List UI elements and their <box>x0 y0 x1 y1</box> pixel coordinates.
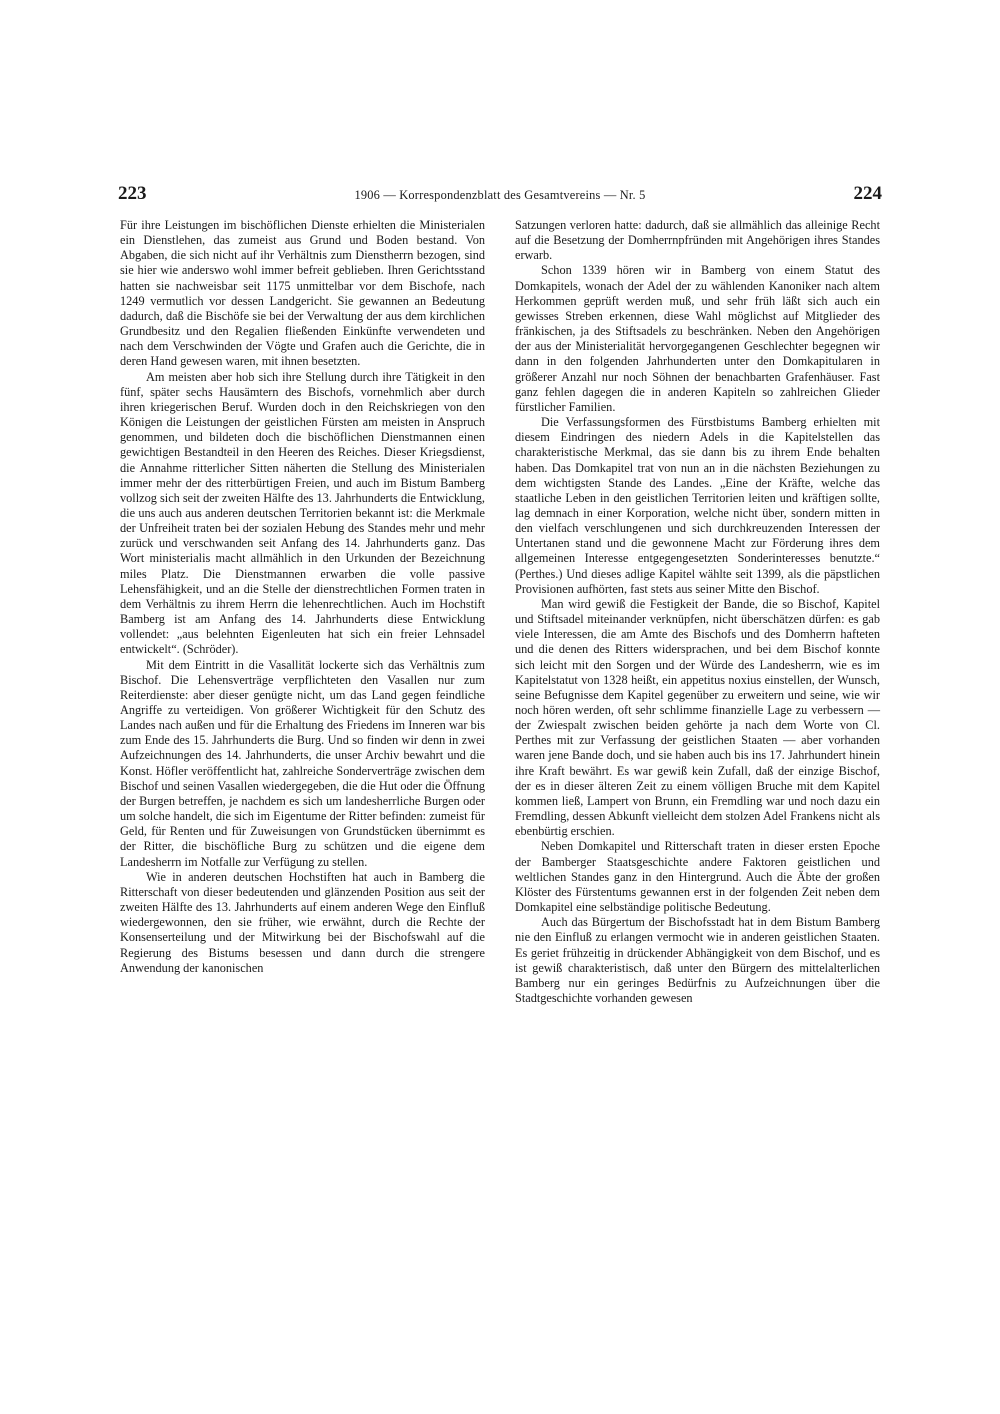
running-title: 1906 — Korrespondenzblatt des Gesamtvereins — Nr. 5 <box>354 188 646 202</box>
paragraph: Satzungen verloren hatte: dadurch, daß sie allmählich das alleinige Recht auf die Besetzung der Domherrnpfründen mit Angehörigen ihres Standes erwarb. <box>515 218 880 263</box>
left-column <box>120 218 485 976</box>
page-header <box>118 180 882 210</box>
right-column <box>515 218 880 1006</box>
paragraph: Auch das Bürgertum der Bischofsstadt hat in dem Bistum Bamberg nie den Einfluß zu erlangen vermocht wie in anderen geistlichen Staaten. Es geriet frühzeitig in drückender Abhängigkeit von dem Bischof, und es ist gewiß charakteristisch, daß unter den Bürgern des mittelalterlichen Bamberg nur ein geringes Bedürfnis zu Aufzeichnungen über die Stadtgeschichte vorhanden gewesen <box>515 915 880 1005</box>
paragraph: Für ihre Leistungen im bischöflichen Dienste erhielten die Ministerialen ein Dienstlehen, das zumeist aus Grund und Boden bestand. Von Abgaben, die sich nicht auf ihr Verhältnis zum Dienstherrn bezogen, sind sie hier wie anderswo wohl immer befreit geblieben. Ihren Gerichtsstand hatten sie nachweisbar seit 1175 unmittelbar vor dem Bischofe, nach 1249 vermutlich vor dessen Landgericht. Sie gewannen an Bedeutung dadurch, daß die Bischöfe sie bei der Verwaltung der aus dem kirchlichen Grundbesitz und den Regalien fließenden Einkünfte verwendeten und nach dem Verschwinden der Vögte und Grafen auch die Gerichte, die in deren Hand gewesen waren, mit ihnen besetzten. <box>120 218 485 369</box>
paragraph: Wie in anderen deutschen Hochstiften hat auch in Bamberg die Ritterschaft von dieser bedeutenden und glänzenden Position aus seit der zweiten Hälfte des 13. Jahrhunderts auf einem anderen Wege den Einfluß wiedergewonnen, den sie früher, wie erwähnt, durch die Rechte der Konsenserteilung und der Mitwirkung bei der Bischofswahl auf die Regierung des Bistums besessen und dann durch die strengere Anwendung der kanonischen <box>120 869 485 975</box>
paragraph: Mit dem Eintritt in die Vasallität lockerte sich das Verhältnis zum Bischof. Die Lehensverträge verpflichteten den Vasallen nur zum Reiterdienste: aber dieser genügte nicht, um das Land gegen feindliche Angriffe zu verteidigen. Von größerer Wichtigkeit für den Schutz des Landes nach außen und für die Erhaltung des Friedens im Inneren war bis zum Ende des 15. Jahrhunderts die Burg. Und so finden wir denn in zwei Aufzeichnungen des 14. Jahrhunderts, die unser Archiv bewahrt und die Konst. Höfler veröffentlicht hat, zahlreiche Sonderverträge zwischen dem Bischof und seinen Vasallen wiedergegeben, die die Hut oder die Öffnung der Burgen betreffen, je nachdem es sich um landesherrliche Burgen oder um solche handelt, die sich im Eigentume der Ritter befinden: zumeist für Geld, für Renten und für Zuweisungen von Grundstücken übernimmt es der Ritter, die bischöfliche Burg zu schützen und die eigene dem Landesherrn im Notfalle zur Verfügung zu stellen. <box>120 657 485 869</box>
paragraph: Schon 1339 hören wir in Bamberg von einem Statut des Domkapitels, wonach der Adel der zu wählenden Kanoniker nach altem Herkommen geprüft werden muß, und sehr früh läßt sich auch ein gewisses Streben erkennen, diese Wahl möglichst auf Mitglieder des fränkischen, ja des Stiftsadels zu beschränken. Neben den Angehörigen der aus der Ministerialität hervorgegangenen Geschlechter begegnen wir dann in den folgenden Jahrhunderten unter den Domkapitularen in größerer Anzahl nur noch Söhnen der benachbarten Grafenhäuser. Fast ganz fehlen dagegen die in anderen Kapiteln so zahlreichen Glieder fürstlicher Familien. <box>515 263 880 414</box>
paragraph: Die Verfassungsformen des Fürstbistums Bamberg erhielten mit diesem Eindringen des niedern Adels in die Kapitelstellen das charakteristische Merkmal, das sie dann bis zu ihrem Ende behalten haben. Das Domkapitel trat von nun an in die nächsten Beziehungen zu dem wichtigsten Stande des Landes. „Eine der Kräfte, welche das staatliche Leben in den geistlichen Territorien leiten und kräftigen sollte, lag demnach in einer Korporation, welche nicht über, sondern mitten in den vielfach verschlungenen und sich durchkreuzenden Interessen der Untertanen stand und die gewonnene Macht zur Förderung ihres dem allgemeinen Interesse entgegengesetzten Sonderinteresses benutzte.“ (Perthes.) Und dieses adlige Kapitel wählte seit 1399, als die päpstlichen Provisionen aufhörten, fast stets aus seiner Mitte den Bischof. <box>515 415 880 596</box>
paragraph: Neben Domkapitel und Ritterschaft traten in dieser ersten Epoche der Bamberger Staatsgeschichte andere Faktoren geistlichen und weltlichen Standes ganz in den Hintergrund. Auch die Äbte der großen Klöster des Fürstentums gewannen erst in der folgenden Zeit neben dem Domkapitel eine selbständige politische Bedeutung. <box>515 839 880 915</box>
paragraph: Man wird gewiß die Festigkeit der Bande, die so Bischof, Kapitel und Stiftsadel miteinander verknüpfen, nicht überschätzen dürfen: es gab viele Interessen, die am Amte des Bischofs und des Domherrn hafteten und die denen des Ritters widersprachen, und bei dem Bischof konnte sich leicht mit den Sorgen und der Würde des Landesherrn, wie es im Kapitelstatut von 1328 heißt, ein appetitus noxius einstellen, der Wunsch, seine Befugnisse dem Kapitel gegenüber zu erweitern und seine, wie wir noch hören werden, oft sehr schlimme finanzielle Lage zu verbessern — der Zwiespalt zwischen beiden gehörte ja nach dem Worte von Cl. Perthes mit zur Verfassung der geistlichen Staaten — aber vorhanden waren jene Bande doch, und sie haben auch bis ins 17. Jahrhundert hinein ihre Kraft bewährt. Es war gewiß kein Zufall, daß der einzige Bischof, der es in dieser älteren Zeit zu einem völligen Bruche mit dem Kapitel kommen ließ, Lampert von Brunn, ein Fremdling war und noch dazu ein Fremdling, dessen Abkunft vielleicht dem stolzen Adel Frankens nicht als ebenbürtig erschien. <box>515 596 880 839</box>
paragraph: Am meisten aber hob sich ihre Stellung durch ihre Tätigkeit in den fünf, später sechs Hausämtern des Bischofs, vornehmlich aber durch ihren kriegerischen Beruf. Wurden doch in den Reichskriegen von den Königen die Leistungen der geistlichen Fürsten am meisten in Anspruch genommen, und bildeten doch die bischöflichen Dienstmannen einen gewichtigen Bestandteil in den Heeren des Reiches. Dieser Kriegsdienst, die Annahme ritterlicher Sitten näherten die Stellung des Ministerialen immer mehr der des ritterbürtigen Freien, und auch im Bistum Bamberg vollzog sich seit der zweiten Hälfte des 13. Jahrhunderts die Entwicklung, die uns auch aus anderen deutschen Territorien bekannt ist: die Merkmale der Unfreiheit traten bei der sozialen Hebung des Standes mehr und mehr zurück und verschwanden seit Anfang des 14. Jahrhunderts ganz. Das Wort ministerialis macht allmählich in den Urkunden der Bezeichnung miles Platz. Die Dienstmannen erwarben die volle passive Lehensfähigkeit, und an die Stelle der dienstrechtlichen Formen traten in dem Verhältnis zu ihrem Herrn die lehenrechtlichen. Auch im Hochstift Bamberg ist am Anfang des 14. Jahrhunderts diese Entwicklung vollendet: „aus belehnten Eigenleuten hat sich ein freier Lehnsadel entwickelt“. (Schröder). <box>120 369 485 657</box>
page-number-left: 223 <box>118 183 147 204</box>
page-number-right: 224 <box>853 183 882 204</box>
